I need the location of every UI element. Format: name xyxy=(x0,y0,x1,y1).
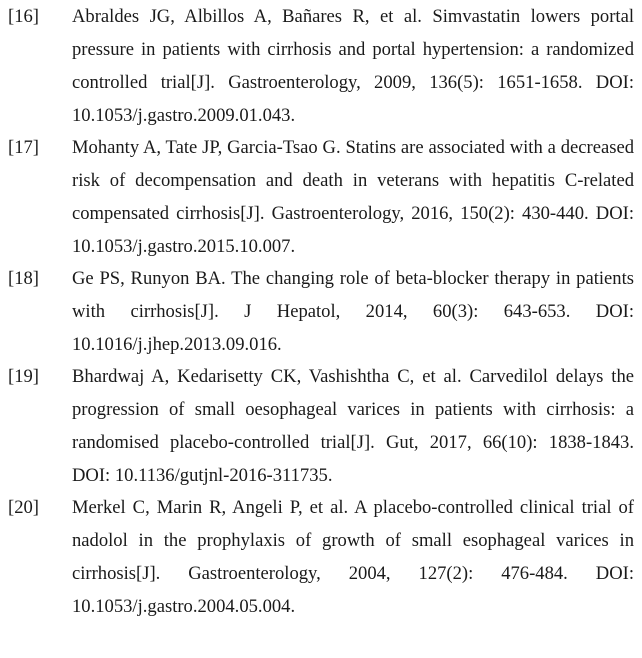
reference-number: [18] xyxy=(8,268,39,289)
reference-number: [20] xyxy=(8,497,39,518)
reference-text: Abraldes JG, Albillos A, Bañares R, et al. Simvastatin lowers portal pressure in patients with cirrhosis and portal hypertension: a randomized controlled trial[J]. Gastroenterology, 2009, 136(5): 1651-1658. DOI: 10.1053/j.gastro.2009.01.043. xyxy=(72,6,634,126)
reference-number: [17] xyxy=(8,137,39,158)
reference-text: Ge PS, Runyon BA. The changing role of beta-blocker therapy in patients with cirrhosis[J]. J Hepatol, 2014, 60(3): 643-653. DOI: 10.1016/j.jhep.2013.09.016. xyxy=(72,268,634,355)
reference-number: [19] xyxy=(8,366,39,387)
reference-text: Merkel C, Marin R, Angeli P, et al. A placebo-controlled clinical trial of nadolol in the prophylaxis of growth of small esophageal varices in cirrhosis[J]. Gastroenterology, 2004, 127(2): 476-484. DOI: 10.1053/j.gastro.2004.05.004. xyxy=(72,497,634,617)
reference-text: Mohanty A, Tate JP, Garcia-Tsao G. Statins are associated with a decreased risk of decompensation and death in veterans with hepatitis C-related compensated cirrhosis[J]. Gastroenterology, 2016, 150(2): 430-440. DOI: 10.1053/j.gastro.2015.10.007. xyxy=(72,137,634,257)
reference-number: [16] xyxy=(8,6,39,27)
reference-text: Bhardwaj A, Kedarisetty CK, Vashishtha C, et al. Carvedilol delays the progression of small oesophageal varices in patients with cirrhosis: a randomised placebo-controlled trial[J]. Gut, 2017, 66(10): 1838-1843. DOI: 10.1136/gutjnl-2016-311735. xyxy=(72,366,634,486)
